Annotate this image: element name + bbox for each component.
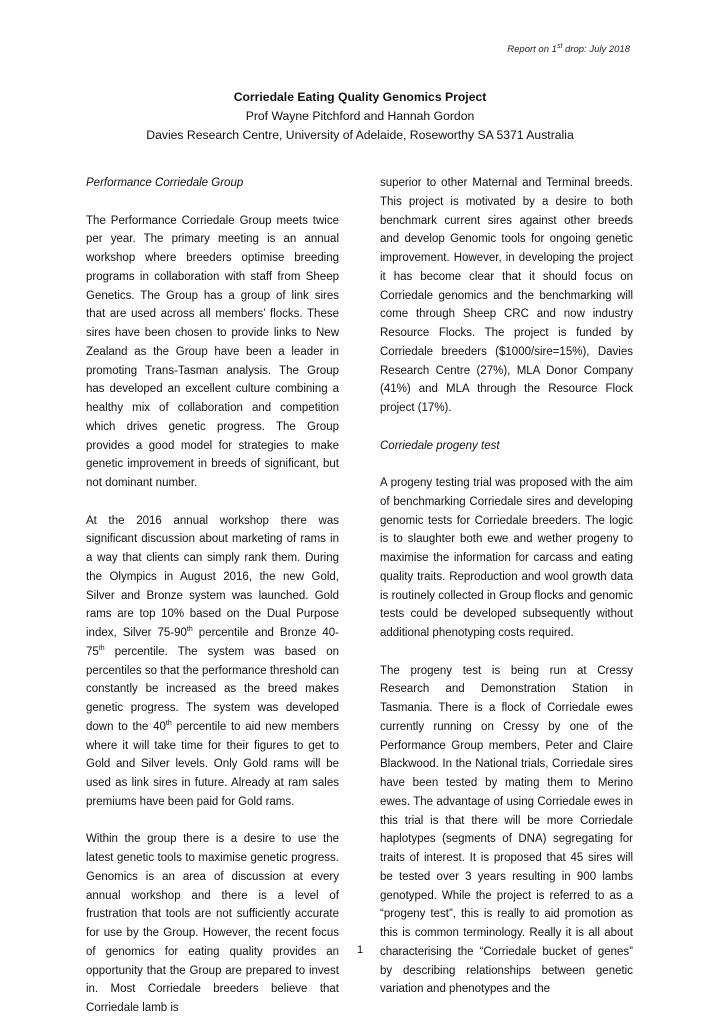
section-heading-progeny-test: Corriedale progeny test xyxy=(380,439,500,452)
running-header-text: Report on 1 xyxy=(507,44,557,55)
document-title: Corriedale Eating Quality Genomics Project xyxy=(233,90,487,104)
paragraph-ram-marketing: At the 2016 annual workshop there was significant discussion about marketing of rams in a way that clients can simply rank them. During the Olympics in August 2016, the new Gold, Silver and Bronze system was launched. Gold rams are top 10% based on the Dual Purpose index, Silver 75-90th percentile and Bronze 40-75th percentile. The system was based on percentiles so that the performance threshold can constantly be increased as the breed makes genetic progress. The system was developed down to the 40th percentile to aid new members where it will take time for their figures to get to Gold and Silver levels. Only Gold rams will be used as link sires in future. Already at ram sales premiums have been paid for Gold rams. xyxy=(86,514,339,808)
right-column xyxy=(380,174,633,999)
affiliation: Davies Research Centre, University of Adelaide, Roseworthy SA 5371 Australia xyxy=(146,128,574,142)
paragraph-progeny-trial: A progeny testing trial was proposed with the aim of benchmarking Corriedale sires and developing genomic tests for Corriedale breeders. The logic is to slaughter both ewe and wether progeny to maximise the information for carcass and eating quality traits. Reproduction and wool growth data is routinely collected in Group flocks and genomic tests could be developed subsequently without additional phenotyping costs required. xyxy=(380,477,633,639)
page-number: 1 xyxy=(356,944,364,956)
section-heading-performance-group: Performance Corriedale Group xyxy=(86,177,244,189)
paragraph-project-motivation: superior to other Maternal and Terminal breeds. This project is motivated by a desire to both benchmark current sires against other breeds and develop Genomic tools for ongoing genetic improvement. However, in developing the project it has become clear that it should focus on Corriedale genomics and the benchmarking will come through Sheep CRC and now industry Resource Flocks. The project is funded by Corriedale breeders ($1000/sire=15%), Davies Research Centre (27%), MLA Donor Company (41%) and MLA through the Resource Flock project (17%). xyxy=(380,177,633,414)
running-header xyxy=(507,44,630,55)
title-block xyxy=(0,88,720,145)
paragraph-group-overview: The Performance Corriedale Group meets twice per year. The primary meeting is an annual workshop where breeders optimise breeding programs in collaboration with staff from Sheep Genetics. The Group has a group of link sires that are used across all members’ flocks. These sires have been chosen to provide links to New Zealand as the Group have been a leader in promoting Trans-Tasman analysis. The Group has developed an excellent culture combining a healthy mix of collaboration and competition which drives genetic progress. The Group provides a good model for strategies to make genetic improvement in breeds of significant, but not dominant number. xyxy=(86,214,339,489)
authors: Prof Wayne Pitchford and Hannah Gordon xyxy=(245,109,475,123)
paragraph-genomics-desire: Within the group there is a desire to use the latest genetic tools to maximise genetic progress. Genomics is an area of discussion at every annual workshop and there is a level of frustration that tools are not sufficiently accurate for use by the Group. However, the recent focus of genomics for eating quality provides an opportunity that the Group are prepared to invest in. Most Corriedale breeders believe that Corriedale lamb is xyxy=(86,833,339,1014)
paragraph-cressy-station: The progeny test is being run at Cressy Research and Demonstration Station in Tasmania. There is a flock of Corriedale ewes currently running on Cressy by one of the Performance Group members, Peter and Claire Blackwood. In the National trials, Corriedale sires have been tested by mating them to Merino ewes. The advantage of using Corriedale ewes in this trial is that there will be more Corriedale haplotypes (segments of DNA) segregating for traits of interest. It is proposed that 45 sires will be tested over 3 years resulting in 900 lambs genotyped. While the project is referred to as a “progeny test”, this is really to aid promotion as this is common terminology. Really it is all about characterising the “Corriedale bucket of genes” by describing relationships between genetic variation and phenotypes and the xyxy=(380,664,633,996)
running-header-superscript: st xyxy=(556,42,563,50)
left-column xyxy=(86,174,339,1018)
running-header-date: drop: July 2018 xyxy=(562,44,630,55)
